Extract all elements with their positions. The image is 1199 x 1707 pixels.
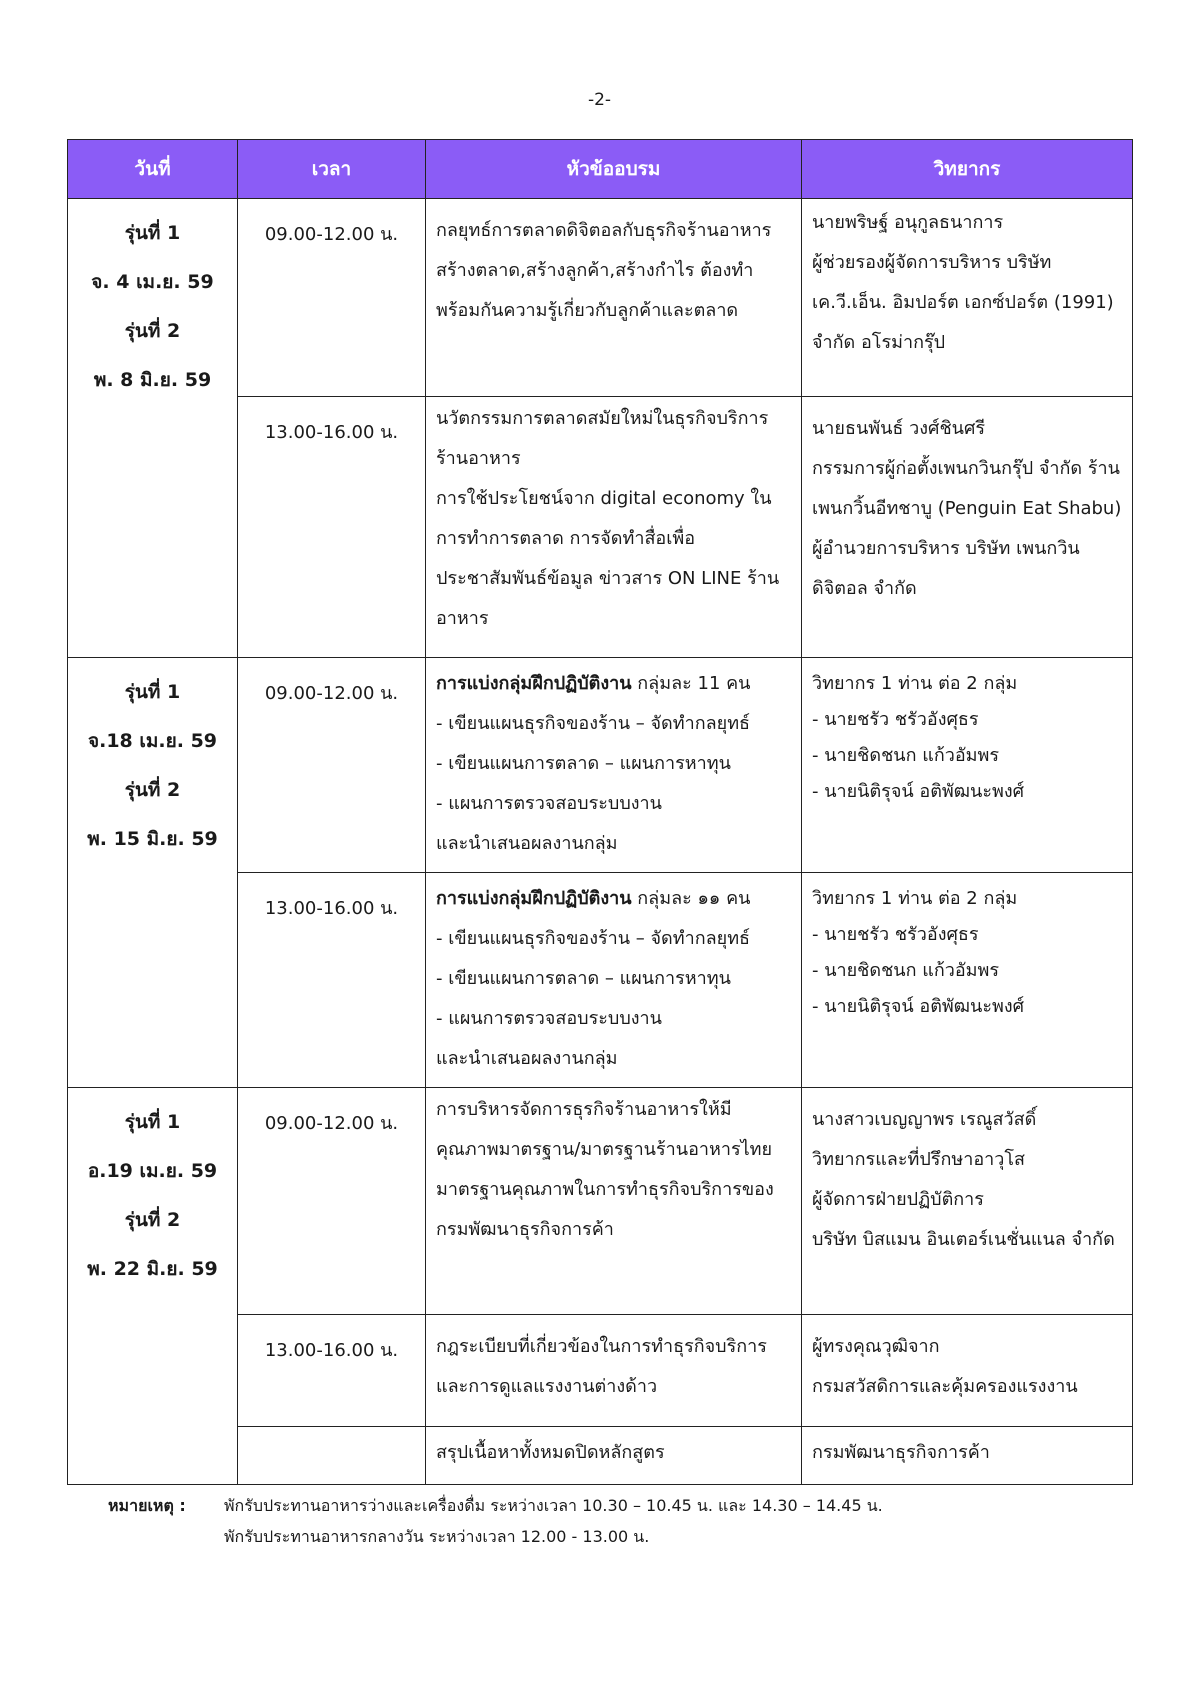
speaker-cell (802, 658, 1133, 873)
topic-line: - เขียนแผนการตลาด – แผนการหาทุน (436, 753, 731, 774)
date-line: รุ่นที่ 1 (124, 681, 181, 703)
topic-line: สรุปเนื้อหาทั้งหมดปิดหลักสูตร (436, 1442, 665, 1463)
topic-cell (426, 199, 802, 397)
date-line: รุ่นที่ 2 (124, 320, 181, 342)
page-number: -2- (587, 90, 612, 110)
topic-heading (436, 879, 791, 919)
speaker-cell (802, 873, 1133, 1088)
topic-line: - แผนการตรวจสอบระบบงาน (436, 793, 662, 814)
speaker-line: นายธนพันธ์ วงศ์ชินศรี (812, 418, 986, 439)
header-speaker: วิทยากร (802, 140, 1133, 199)
topic-line: การใช้ประโยชน์จาก digital economy ในการทำการตลาด การจัดทำสื่อเพื่อประชาสัมพันธ์ข้อมูล ข่าวสาร ON LINE ร้านอาหาร (436, 488, 780, 629)
topic-heading-bold: การแบ่งกลุ่มฝึกปฏิบัติงาน (436, 888, 632, 909)
date-line: จ. 4 เม.ย. 59 (91, 271, 214, 293)
topic-line: และนำเสนอผลงานกลุ่ม (436, 1048, 618, 1069)
speaker-line: วิทยากร 1 ท่าน ต่อ 2 กลุ่ม (812, 888, 1018, 909)
header-time: เวลา (238, 140, 426, 199)
speaker-line: - นายชรัว ชรัวอังศุธร (812, 924, 979, 945)
speaker-line: ผู้ช่วยรองผู้จัดการบริหาร บริษัท เค.วี.เอ็น. อิมปอร์ต เอกซ์ปอร์ต (1991) จำกัด อโรม่ากรุ๊ป (812, 252, 1114, 353)
table-row (68, 1088, 1133, 1315)
speaker-cell (802, 1088, 1133, 1315)
speaker-line: วิทยากร 1 ท่าน ต่อ 2 กลุ่ม (812, 673, 1018, 694)
speaker-line: ผู้ทรงคุณวุฒิจาก (812, 1336, 940, 1357)
topic-heading-rest: กลุ่มละ 11 คน (631, 673, 751, 694)
speaker-line: - นายนิติรุจน์ อติพัฒนะพงศ์ (812, 781, 1025, 802)
date-line: อ.19 เม.ย. 59 (87, 1160, 218, 1182)
topic-line: - เขียนแผนธุรกิจของร้าน – จัดทำกลยุทธ์ (436, 928, 751, 949)
topic-line: สร้างตลาด,สร้างลูกค้า,สร้างกำไร ต้องทำพร้อมกันความรู้เกี่ยวกับลูกค้าและตลาด (436, 260, 754, 321)
topic-cell (426, 1088, 802, 1315)
topic-heading-rest: กลุ่มละ ๑๑ คน (631, 888, 751, 909)
date-cell (68, 1088, 238, 1485)
topic-line: - แผนการตรวจสอบระบบงาน (436, 1008, 662, 1029)
time-cell: 13.00-16.00 น. (238, 1315, 426, 1427)
topic-line: - เขียนแผนการตลาด – แผนการหาทุน (436, 968, 731, 989)
time-cell: 13.00-16.00 น. (238, 873, 426, 1088)
topic-cell (426, 873, 802, 1088)
topic-cell (426, 1427, 802, 1485)
speaker-line: - นายชิดชนก แก้วอัมพร (812, 960, 1000, 981)
speaker-line: - นายชิดชนก แก้วอัมพร (812, 745, 1000, 766)
speaker-line: กรมสวัสดิการและคุ้มครองแรงงาน (812, 1376, 1078, 1397)
topic-cell (426, 658, 802, 873)
table-header-row (68, 140, 1133, 199)
date-cell (68, 199, 238, 658)
footnote-lines (224, 1490, 883, 1552)
topic-cell (426, 1315, 802, 1427)
table-row (68, 199, 1133, 397)
topic-heading-bold: การแบ่งกลุ่มฝึกปฏิบัติงาน (436, 673, 632, 694)
date-line: พ. 15 มิ.ย. 59 (87, 828, 218, 850)
speaker-line: วิทยากรและที่ปรึกษาอาวุโส (812, 1149, 1026, 1170)
topic-cell (426, 397, 802, 658)
footnote-label: หมายเหตุ : (108, 1496, 186, 1515)
time-cell: 13.00-16.00 น. (238, 397, 426, 658)
speaker-line: นางสาวเบญญาพร เรณูสวัสดิ์ (812, 1109, 1037, 1130)
topic-line: นวัตกรรมการตลาดสมัยใหม่ในธุรกิจบริการร้านอาหาร (436, 408, 769, 469)
speaker-cell (802, 1315, 1133, 1427)
topic-heading (436, 664, 791, 704)
footnote-line: พักรับประทานอาหารกลางวัน ระหว่างเวลา 12.00 - 13.00 น. (224, 1527, 650, 1546)
speaker-cell (802, 397, 1133, 658)
time-cell: 09.00-12.00 น. (238, 199, 426, 397)
time-cell (238, 1427, 426, 1485)
speaker-line: กรรมการผู้ก่อตั้งเพนกวินกรุ๊ป จำกัด ร้านเพนกวิ้นอีทชาบู (Penguin Eat Shabu) ผู้อำนวยการบริหาร บริษัท เพนกวินดิจิตอล จำกัด (812, 458, 1122, 599)
topic-line: กลยุทธ์การตลาดดิจิตอลกับธุรกิจร้านอาหาร (436, 220, 772, 241)
topic-line: การบริหารจัดการธุรกิจร้านอาหารให้มีคุณภาพมาตรฐาน/มาตรฐานร้านอาหารไทย (436, 1099, 773, 1160)
speaker-cell (802, 199, 1133, 397)
speaker-line: - นายนิติรุจน์ อติพัฒนะพงศ์ (812, 996, 1025, 1017)
header-date: วันที่ (68, 140, 238, 199)
speaker-line: - นายชรัว ชรัวอังศุธร (812, 709, 979, 730)
training-schedule-table (67, 139, 1133, 1485)
time-cell: 09.00-12.00 น. (238, 658, 426, 873)
header-topic: หัวข้ออบรม (426, 140, 802, 199)
topic-line: - เขียนแผนธุรกิจของร้าน – จัดทำกลยุทธ์ (436, 713, 751, 734)
topic-line: กฎระเบียบที่เกี่ยวข้องในการทำธุรกิจบริการ และการดูแลแรงงานต่างด้าว (436, 1336, 767, 1397)
table-row (68, 658, 1133, 873)
date-line: พ. 8 มิ.ย. 59 (93, 369, 212, 391)
date-line: รุ่นที่ 2 (124, 779, 181, 801)
date-line: รุ่นที่ 1 (124, 222, 181, 244)
date-line: รุ่นที่ 2 (124, 1209, 181, 1231)
date-line: พ. 22 มิ.ย. 59 (87, 1258, 218, 1280)
topic-line: และนำเสนอผลงานกลุ่ม (436, 833, 618, 854)
speaker-cell (802, 1427, 1133, 1485)
footnote-line: พักรับประทานอาหารว่างและเครื่องดื่ม ระหว่างเวลา 10.30 – 10.45 น. และ 14.30 – 14.45 น. (224, 1496, 883, 1515)
date-line: รุ่นที่ 1 (124, 1111, 181, 1133)
time-cell: 09.00-12.00 น. (238, 1088, 426, 1315)
date-line: จ.18 เม.ย. 59 (87, 730, 218, 752)
date-cell (68, 658, 238, 1088)
speaker-line: นายพริษฐ์ อนุกูลธนาการ (812, 212, 1004, 233)
speaker-line: ผู้จัดการฝ่ายปฏิบัติการ (812, 1189, 984, 1210)
topic-line: มาตรฐานคุณภาพในการทำธุรกิจบริการของกรมพัฒนาธุรกิจการค้า (436, 1179, 774, 1240)
speaker-line: บริษัท บิสแมน อินเตอร์เนชั่นแนล จำกัด (812, 1229, 1115, 1250)
speaker-line: กรมพัฒนาธุรกิจการค้า (812, 1442, 990, 1463)
